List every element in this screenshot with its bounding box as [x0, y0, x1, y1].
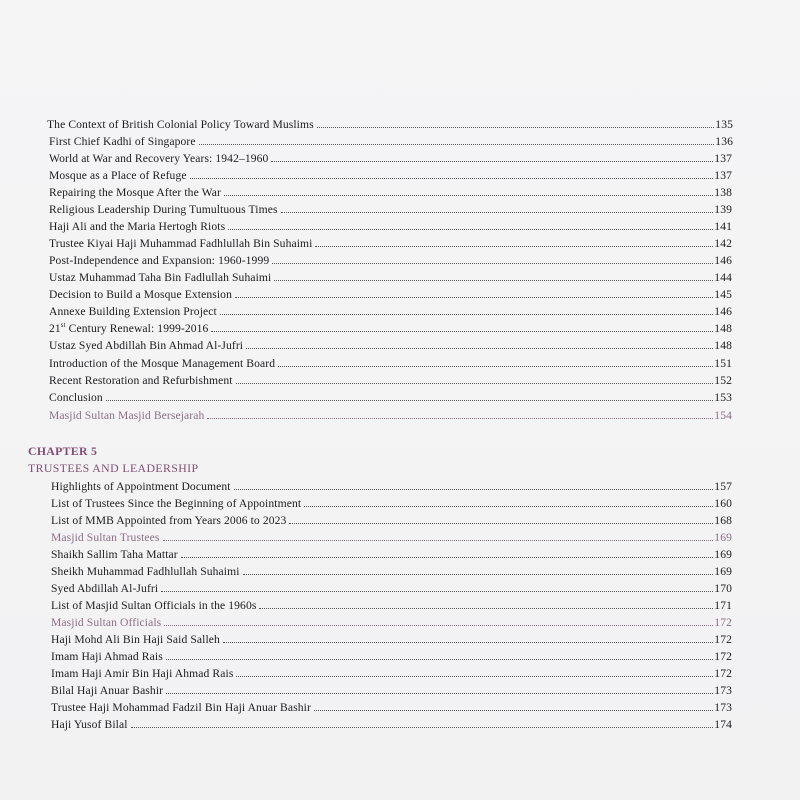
toc-entry-title: Repairing the Mosque After the War — [49, 186, 221, 199]
toc-entry[interactable] — [51, 597, 732, 614]
toc-entry-page: 151 — [714, 357, 732, 370]
toc-entry-feature[interactable] — [49, 407, 732, 424]
toc-entry[interactable] — [49, 133, 733, 150]
toc-entry-title: Masjid Sultan Officials — [51, 616, 162, 629]
toc-entry-page: 146 — [714, 305, 732, 318]
leader-dots — [246, 347, 713, 349]
toc-entry-title: List of MMB Appointed from Years 2006 to 2023 — [51, 514, 287, 527]
toc-entry-page: 169 — [714, 531, 732, 544]
toc-entry-title: Annexe Building Extension Project — [49, 305, 217, 318]
leader-dots — [314, 709, 713, 711]
toc-entry-page: 154 — [714, 409, 732, 422]
toc-entry-title: Decision to Build a Mosque Extension — [49, 288, 232, 301]
leader-dots — [166, 692, 713, 694]
leader-dots — [223, 641, 713, 643]
toc-entry-title — [49, 320, 211, 337]
leader-dots — [190, 177, 714, 179]
toc-entry-title: Ustaz Muhammad Taha Bin Fadlullah Suhaimi — [49, 271, 272, 284]
leader-dots — [243, 573, 714, 575]
toc-entry-page: 138 — [714, 186, 732, 199]
toc-entry[interactable] — [51, 665, 732, 682]
toc-entry-page: 172 — [714, 667, 732, 680]
toc-entry-page: 148 — [714, 339, 732, 352]
leader-dots — [278, 365, 713, 367]
toc-entry-title: Masjid Sultan Trustees — [51, 531, 160, 544]
leader-dots — [131, 726, 714, 728]
toc-entry-title: Recent Restoration and Refurbishment — [49, 374, 233, 387]
toc-entry-title: Ustaz Syed Abdillah Bin Ahmad Al-Jufri — [49, 339, 244, 352]
leader-dots — [199, 143, 715, 145]
leader-dots — [161, 590, 713, 592]
leader-dots — [166, 658, 713, 660]
toc-entry[interactable] — [49, 150, 732, 167]
toc-entry-title: Sheikh Muhammad Fadhlullah Suhaimi — [51, 565, 240, 578]
leader-dots — [235, 296, 713, 298]
toc-entry-page: 172 — [714, 633, 732, 646]
toc-entry-page: 172 — [714, 616, 732, 629]
toc-entry[interactable] — [51, 563, 732, 580]
toc-entry[interactable] — [49, 355, 732, 372]
toc-entry[interactable] — [47, 116, 733, 133]
toc-entry-title: Post-Independence and Expansion: 1960-1999 — [49, 254, 270, 267]
leader-dots — [211, 330, 713, 332]
toc-entry-page: 168 — [714, 514, 732, 527]
toc-entry[interactable] — [49, 372, 732, 389]
toc-entry-title: Trustee Haji Mohammad Fadzil Bin Haji Anuar Bashir — [51, 701, 311, 714]
toc-entry-page: 141 — [714, 220, 732, 233]
toc-entry[interactable] — [51, 699, 732, 716]
toc-entry-title: Haji Ali and the Maria Hertogh Riots — [49, 220, 226, 233]
leader-dots — [207, 417, 713, 419]
toc-entry-page: 172 — [714, 650, 732, 663]
toc-entry-title: Haji Mohd Ali Bin Haji Said Salleh — [51, 633, 220, 646]
toc-entry[interactable] — [51, 512, 732, 529]
toc-entry-page: 170 — [714, 582, 732, 595]
title-main: 21 — [49, 322, 61, 335]
title-rest: Century Renewal: 1999-2016 — [65, 322, 209, 335]
leader-dots — [164, 624, 713, 626]
toc-entry-title: List of Masjid Sultan Officials in the 1960s — [51, 599, 257, 612]
toc-entry[interactable] — [51, 580, 732, 597]
toc-entry[interactable] — [51, 546, 732, 563]
leader-dots — [220, 313, 713, 315]
leader-dots — [317, 126, 715, 128]
toc-entry-page: 136 — [715, 135, 733, 148]
toc-entry-page: 145 — [714, 288, 732, 301]
toc-entry-title: First Chief Kadhi of Singapore — [49, 135, 196, 148]
toc-entry-page: 137 — [714, 169, 732, 182]
leader-dots — [304, 505, 713, 507]
toc-entry[interactable] — [51, 631, 732, 648]
toc-entry-feature[interactable] — [51, 614, 732, 631]
toc-entry-page: 173 — [714, 701, 732, 714]
toc-entry-title: Religious Leadership During Tumultuous Times — [49, 203, 278, 216]
toc-entry-page: 137 — [714, 152, 732, 165]
toc-entry[interactable] — [49, 269, 732, 286]
toc-entry-feature[interactable] — [51, 529, 732, 546]
leader-dots — [289, 522, 713, 524]
toc-entry[interactable] — [49, 235, 732, 252]
toc-entry-title: Conclusion — [49, 391, 103, 404]
toc-entry-title: Introduction of the Mosque Management Board — [49, 357, 276, 370]
toc-entry-title: Imam Haji Amir Bin Haji Ahmad Rais — [51, 667, 234, 680]
toc-entry-title: List of Trustees Since the Beginning of Appointment — [51, 497, 302, 510]
leader-dots — [236, 382, 714, 384]
toc-entry[interactable] — [49, 389, 732, 406]
leader-dots — [228, 228, 713, 230]
toc-entry-title: Masjid Sultan Masjid Bersejarah — [49, 409, 205, 422]
toc-entry[interactable] — [49, 303, 732, 320]
toc-entry-page: 139 — [714, 203, 732, 216]
chapter-heading: CHAPTER 5 — [28, 444, 98, 458]
toc-entry[interactable] — [49, 184, 732, 201]
toc-entry-title: World at War and Recovery Years: 1942–1960 — [49, 152, 269, 165]
chapter-subtitle: TRUSTEES AND LEADERSHIP — [28, 461, 199, 475]
toc-entry-page: 157 — [714, 480, 732, 493]
toc-entry-page: 153 — [714, 391, 732, 404]
leader-dots — [259, 607, 713, 609]
toc-entry[interactable] — [49, 167, 732, 184]
toc-entry[interactable] — [51, 478, 732, 495]
toc-entry[interactable] — [49, 252, 732, 269]
toc-entry-page: 171 — [714, 599, 732, 612]
toc-entry[interactable] — [51, 682, 732, 699]
ordinal-suffix: st — [60, 321, 66, 330]
toc-entry-page: 148 — [714, 322, 732, 335]
toc-entry-page: 144 — [714, 271, 732, 284]
toc-entry[interactable] — [49, 201, 732, 218]
toc-entry-page: 169 — [714, 565, 732, 578]
toc-entry-title: Haji Yusof Bilal — [51, 718, 128, 731]
leader-dots — [106, 399, 713, 401]
toc-entry-title: Highlights of Appointment Document — [51, 480, 231, 493]
leader-dots — [315, 245, 713, 247]
toc-entry-page: 169 — [714, 548, 732, 561]
toc-entry-title: The Context of British Colonial Policy Toward Muslims — [47, 118, 314, 131]
toc-entry-page: 142 — [714, 237, 732, 250]
toc-entry-page: 160 — [714, 497, 732, 510]
toc-entry-title: Bilal Haji Anuar Bashir — [51, 684, 164, 697]
toc-entry-title: Imam Haji Ahmad Rais — [51, 650, 163, 663]
leader-dots — [181, 556, 714, 558]
leader-dots — [224, 194, 713, 196]
toc-entry-page: 152 — [714, 374, 732, 387]
toc-entry[interactable] — [49, 320, 732, 337]
toc-entry[interactable] — [49, 218, 732, 235]
leader-dots — [236, 675, 713, 677]
leader-dots — [271, 160, 713, 162]
leader-dots — [234, 488, 714, 490]
toc-entry[interactable] — [51, 716, 732, 733]
toc-entry-page: 173 — [714, 684, 732, 697]
leader-dots — [163, 539, 714, 541]
toc-entry-page: 174 — [714, 718, 732, 731]
toc-entry-title: Mosque as a Place of Refuge — [49, 169, 187, 182]
toc-entry[interactable] — [51, 495, 732, 512]
toc-entry[interactable] — [51, 648, 732, 665]
leader-dots — [281, 211, 714, 213]
leader-dots — [272, 262, 713, 264]
toc-entry-title: Trustee Kiyai Haji Muhammad Fadhlullah Bin Suhaimi — [49, 237, 313, 250]
toc-entry-title: Syed Abdillah Al-Jufri — [51, 582, 159, 595]
toc-entry-page: 146 — [714, 254, 732, 267]
toc-entry[interactable] — [49, 286, 732, 303]
toc-entry-title: Shaikh Sallim Taha Mattar — [51, 548, 178, 561]
toc-entry-page: 135 — [715, 118, 733, 131]
leader-dots — [274, 279, 713, 281]
toc-entry[interactable] — [49, 337, 732, 354]
